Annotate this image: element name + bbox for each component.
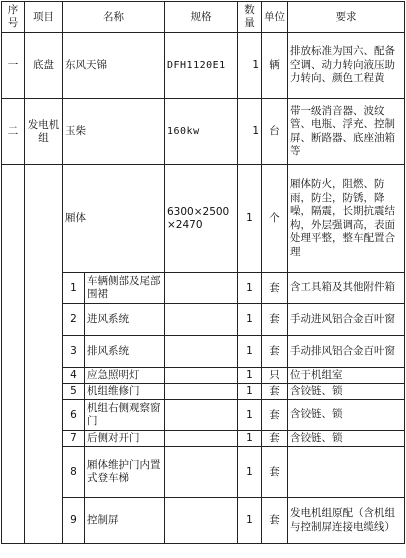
name-cell: 排风系统 — [85, 336, 165, 368]
seq-cell-empty — [2, 165, 25, 544]
name-cell: 车辆侧部及尾部围裙 — [85, 273, 165, 304]
qty-cell: 1 — [238, 498, 262, 544]
table-row — [2, 384, 405, 400]
unit-cell: 套 — [262, 273, 288, 304]
qty-cell: 1 — [238, 165, 262, 273]
header-unit: 单位 — [262, 2, 288, 33]
seq-cell: 一 — [2, 33, 25, 99]
spec-cell: DFH1120E1 — [165, 33, 238, 99]
unit-cell: 套 — [262, 498, 288, 544]
sub-no-cell: 2 — [63, 304, 85, 336]
table-row — [2, 431, 405, 447]
name-cell: 机组右侧观察窗门 — [85, 400, 165, 431]
spec-cell-empty — [165, 273, 238, 304]
sub-no-cell: 5 — [63, 384, 85, 400]
unit-cell: 套 — [262, 447, 288, 498]
spec-cell-empty — [165, 384, 238, 400]
name-cell: 玉柴 — [63, 99, 165, 165]
spec-cell-empty — [165, 368, 238, 384]
req-cell: 含铰链、锁 — [288, 400, 405, 431]
qty-cell: 1 — [238, 33, 262, 99]
name-cell: 厢体 — [63, 165, 165, 273]
seq-cell: 二 — [2, 99, 25, 165]
header-seq: 序号 — [2, 2, 25, 33]
req-cell: 排放标准为国六、配备空调、动力转向液压助力转向、颜色工程黄 — [288, 33, 405, 99]
name-cell: 进风系统 — [85, 304, 165, 336]
unit-cell: 台 — [262, 99, 288, 165]
qty-cell: 1 — [238, 400, 262, 431]
req-cell: 手动排风铝合金百叶窗 — [288, 336, 405, 368]
req-cell: 含铰链、锁 — [288, 384, 405, 400]
req-cell: 发电机组原配（含机组与控制屏连接电缆线） — [288, 498, 405, 544]
table-row — [2, 304, 405, 336]
table-row — [2, 368, 405, 384]
unit-cell: 套 — [262, 336, 288, 368]
header-row — [2, 2, 405, 33]
table-row — [2, 273, 405, 304]
name-cell: 厢体维护门内置式登车梯 — [85, 447, 165, 498]
unit-cell: 只 — [262, 368, 288, 384]
req-cell — [288, 447, 405, 498]
name-cell: 控制屏 — [85, 498, 165, 544]
header-spec: 规格 — [165, 2, 238, 33]
qty-cell: 1 — [238, 431, 262, 447]
spec-cell-empty — [165, 447, 238, 498]
sub-no-cell: 4 — [63, 368, 85, 384]
sub-no-cell: 6 — [63, 400, 85, 431]
req-cell: 手动进风铝合金百叶窗 — [288, 304, 405, 336]
req-cell: 带一级消音器、波纹管、电瓶、浮充、控制屏、断路器、底座油箱等 — [288, 99, 405, 165]
unit-cell: 辆 — [262, 33, 288, 99]
spec-cell-empty — [165, 400, 238, 431]
qty-cell: 1 — [238, 336, 262, 368]
name-cell: 机组维修门 — [85, 384, 165, 400]
qty-cell: 1 — [238, 447, 262, 498]
req-cell: 位于机组室 — [288, 368, 405, 384]
table-row — [2, 400, 405, 431]
table-row — [2, 498, 405, 544]
name-cell: 东风天锦 — [63, 33, 165, 99]
req-cell: 含铰链、锁 — [288, 431, 405, 447]
sub-no-cell: 1 — [63, 273, 85, 304]
header-name: 名称 — [63, 2, 165, 33]
table-row — [2, 33, 405, 99]
qty-cell: 1 — [238, 273, 262, 304]
item-cell: 发电机组 — [25, 99, 63, 165]
spec-table — [1, 1, 405, 544]
spec-cell-empty — [165, 498, 238, 544]
header-item: 项目 — [25, 2, 63, 33]
item-cell: 底盘 — [25, 33, 63, 99]
header-qty: 数量 — [238, 2, 262, 33]
header-req: 要求 — [288, 2, 405, 33]
item-cell-empty — [25, 165, 63, 544]
name-cell: 后侧对开门 — [85, 431, 165, 447]
qty-cell: 1 — [238, 99, 262, 165]
qty-cell: 1 — [238, 368, 262, 384]
unit-cell: 套 — [262, 304, 288, 336]
spec-cell-empty — [165, 336, 238, 368]
spec-cell-empty — [165, 431, 238, 447]
unit-cell: 个 — [262, 165, 288, 273]
spec-cell: 160kw — [165, 99, 238, 165]
spec-cell: 6300×2500×2470 — [165, 165, 238, 273]
qty-cell: 1 — [238, 304, 262, 336]
qty-cell: 1 — [238, 384, 262, 400]
sub-no-cell: 8 — [63, 447, 85, 498]
unit-cell: 套 — [262, 431, 288, 447]
req-cell: 含工具箱及其他附件箱 — [288, 273, 405, 304]
table-row — [2, 336, 405, 368]
table-row — [2, 165, 405, 273]
spec-cell-empty — [165, 304, 238, 336]
table-row — [2, 99, 405, 165]
name-cell: 应急照明灯 — [85, 368, 165, 384]
req-cell: 厢体防火，阻燃、防雨，防尘，防锈，降噪，隔震，长期抗震结构，外层强调高，表面处理平整，整车配置合理 — [288, 165, 405, 273]
table-row — [2, 447, 405, 498]
unit-cell: 套 — [262, 400, 288, 431]
sub-no-cell: 7 — [63, 431, 85, 447]
sub-no-cell: 9 — [63, 498, 85, 544]
sub-no-cell: 3 — [63, 336, 85, 368]
unit-cell: 套 — [262, 384, 288, 400]
